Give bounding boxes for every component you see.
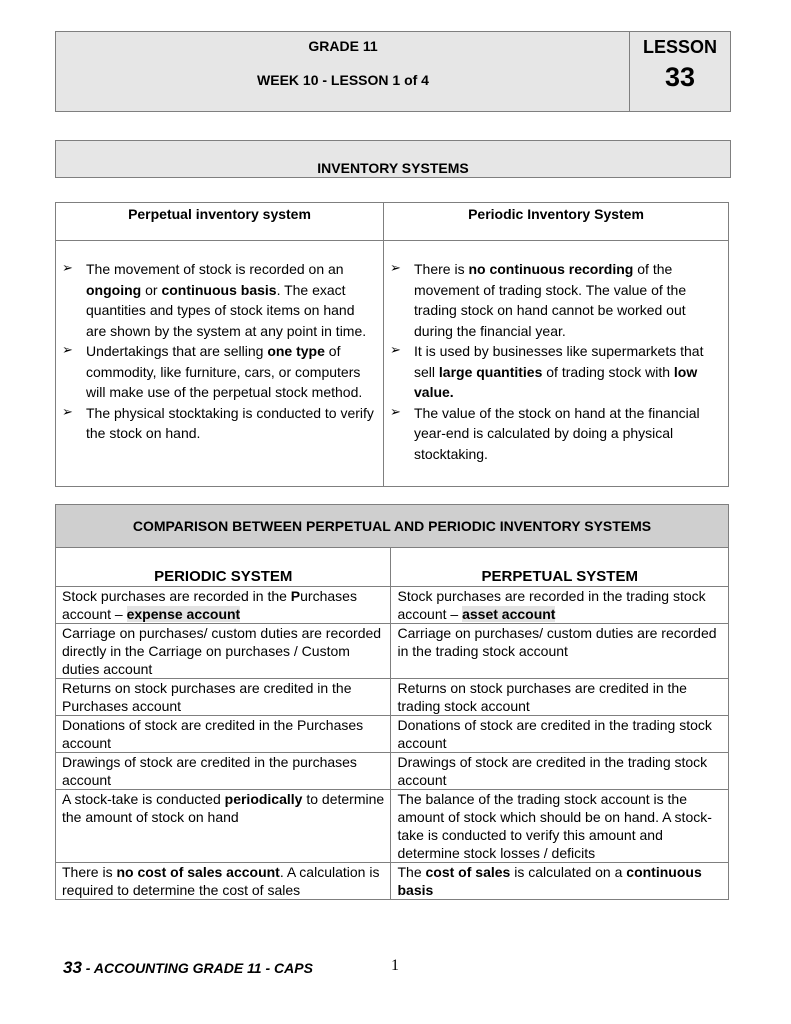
periodic-heading: Periodic Inventory System: [468, 206, 644, 222]
perpetual-cell: Carriage on purchases/ custom duties are recorded in the trading stock account: [391, 624, 729, 679]
list-item: ➢ The physical stocktaking is conducted to verify the stock on hand.: [62, 404, 374, 441]
table-header-row: [56, 548, 729, 587]
periodic-cell: Returns on stock purchases are credited in the Purchases account: [56, 679, 391, 716]
periodic-column-header: PERIODIC SYSTEM: [56, 548, 391, 587]
periodic-points: [390, 259, 724, 464]
header-divider: [56, 240, 728, 241]
table-row: [56, 753, 729, 790]
periodic-cell: A stock-take is conducted periodically to determine the amount of stock on hand: [56, 790, 391, 863]
comparison-table: [55, 504, 729, 900]
perpetual-cell: The balance of the trading stock account is the amount of stock which should be on hand. A stock-take is conducted to verify this amount and determine stock losses / deficits: [391, 790, 729, 863]
table-row: [56, 863, 729, 900]
perpetual-heading: Perpetual inventory system: [128, 206, 311, 222]
header-title-block: [56, 32, 630, 111]
table-row: [56, 587, 729, 624]
perpetual-cell: The cost of sales is calculated on a continuous basis: [391, 863, 729, 900]
inventory-systems-table: [55, 202, 729, 487]
table-row: [56, 790, 729, 863]
footer-subject: - ACCOUNTING GRADE 11 - CAPS: [81, 960, 313, 976]
lesson-label: LESSON: [642, 37, 717, 57]
section-title: INVENTORY SYSTEMS: [55, 140, 731, 178]
table-row: [56, 679, 729, 716]
comparison-title: COMPARISON BETWEEN PERPETUAL AND PERIODIC INVENTORY SYSTEMS: [56, 505, 729, 548]
periodic-cell: Stock purchases are recorded in the Purchases account – expense account: [56, 587, 391, 624]
arrow-bullet-icon: ➢: [390, 343, 401, 358]
arrow-bullet-icon: ➢: [62, 404, 73, 420]
perpetual-cell: Drawings of stock are credited in the trading stock account: [391, 753, 729, 790]
footer-caption: [63, 958, 313, 978]
list-item: ➢ Undertakings that are selling one type of commodity, like furniture, cars, or computers will make use of the perpetual stock method.: [62, 343, 363, 400]
arrow-bullet-icon: ➢: [62, 261, 73, 276]
column-divider: [383, 203, 384, 486]
grade-label: GRADE 11: [308, 38, 378, 54]
periodic-cell: Drawings of stock are credited in the purchases account: [56, 753, 391, 790]
table-title-row: [56, 505, 729, 548]
lesson-number: 33: [664, 62, 696, 92]
table-row: [56, 624, 729, 679]
perpetual-column-header: PERPETUAL SYSTEM: [391, 548, 729, 587]
perpetual-cell: Stock purchases are recorded in the trading stock account – asset account: [391, 587, 729, 624]
perpetual-cell: Donations of stock are credited in the trading stock account: [391, 716, 729, 753]
perpetual-points: [62, 259, 378, 444]
list-item: ➢ There is no continuous recording of the movement of trading stock. The value of the trading stock on hand cannot be worked out during the financial year.: [390, 261, 687, 339]
periodic-cell: Carriage on purchases/ custom duties are recorded directly in the Carriage on purchases / Custom duties account: [56, 624, 391, 679]
list-item: ➢ The movement of stock is recorded on an ongoing or continuous basis. The exact quantities and types of stock items on hand are shown by the system at any point in time.: [62, 261, 367, 339]
list-item: ➢ It is used by businesses like supermarkets that sell large quantities of trading stock with low value.: [390, 343, 704, 400]
table-row: [56, 716, 729, 753]
list-item: ➢ The value of the stock on hand at the financial year-end is calculated by doing a physical stocktaking.: [390, 404, 700, 462]
lesson-header: [55, 31, 731, 112]
page-number: 1: [391, 957, 399, 974]
periodic-cell: Donations of stock are credited in the Purchases account: [56, 716, 391, 753]
arrow-bullet-icon: ➢: [390, 404, 401, 420]
perpetual-cell: Returns on stock purchases are credited in the trading stock account: [391, 679, 729, 716]
arrow-bullet-icon: ➢: [390, 261, 401, 276]
footer-lesson-number: 33: [63, 958, 82, 977]
week-lesson-label: WEEK 10 - LESSON 1 of 4: [257, 72, 429, 88]
periodic-cell: There is no cost of sales account. A calculation is required to determine the cost of sales: [56, 863, 391, 900]
arrow-bullet-icon: ➢: [62, 343, 73, 358]
